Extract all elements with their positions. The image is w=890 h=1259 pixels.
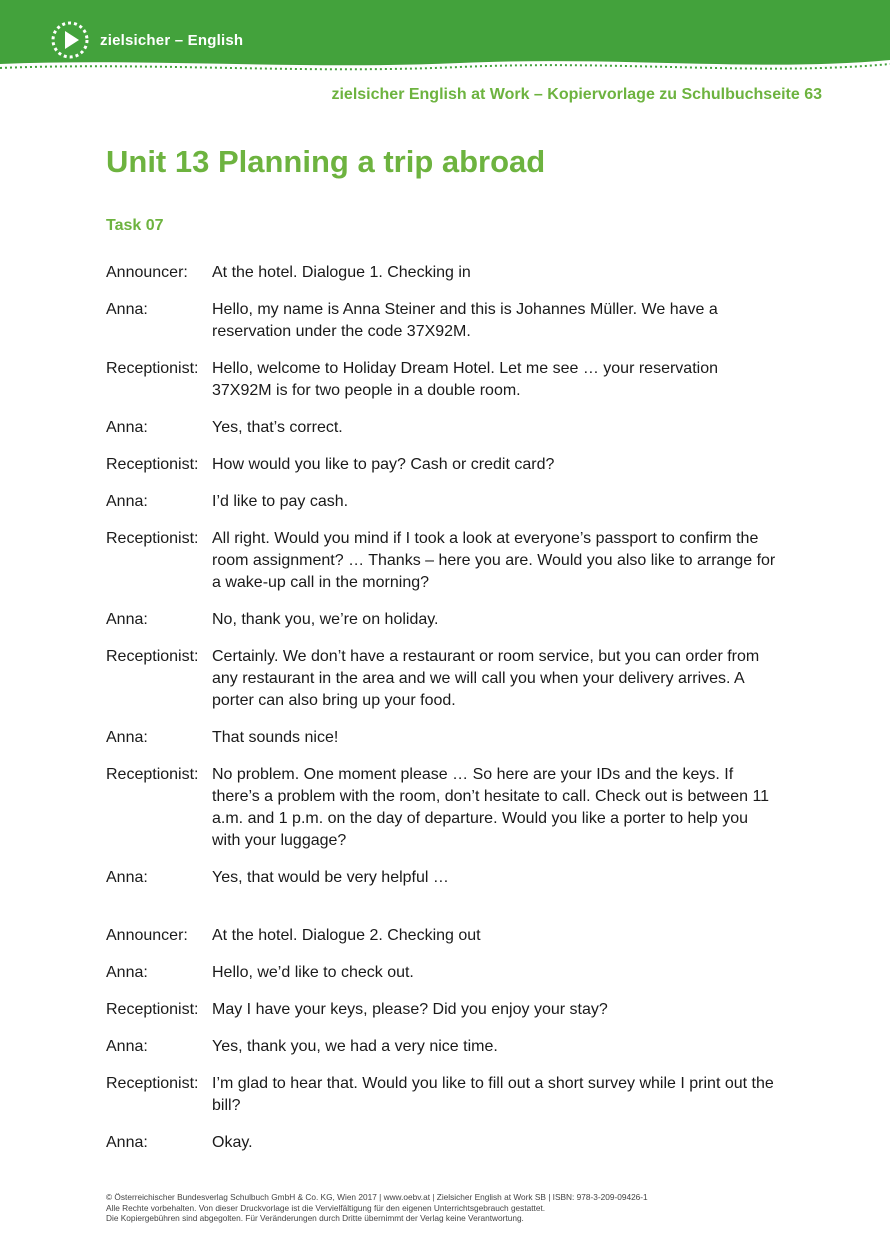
footer-line-2: Alle Rechte vorbehalten. Von dieser Druckvorlage ist die Vervielfältigung für den eigenen Unterrichtsgebrauch gestattet.: [106, 1202, 546, 1213]
speaker-label: Receptionist:: [106, 456, 199, 473]
dialogue-line: [106, 646, 796, 712]
speaker-label: Announcer:: [106, 264, 188, 281]
dialogue-line: [106, 1036, 796, 1058]
dialogue-line: [106, 609, 796, 631]
brand-name: zielsicher – English: [100, 31, 244, 49]
dialogue-text: Okay.: [212, 1134, 253, 1151]
speaker-label: Receptionist:: [106, 1075, 199, 1092]
unit-title: Unit 13 Planning a trip abroad: [106, 144, 546, 179]
speaker-label: Anna:: [106, 729, 148, 746]
speaker-label: Receptionist:: [106, 530, 199, 547]
dialogue-text: Yes, that would be very helpful …: [212, 869, 449, 886]
dialogue-line: [106, 358, 796, 402]
dialogue-line: [106, 925, 796, 947]
dialogue-text: Yes, thank you, we had a very nice time.: [212, 1038, 498, 1055]
speaker-label: Anna:: [106, 1134, 148, 1151]
speaker-label: Anna:: [106, 964, 148, 981]
dialogue-text: May I have your keys, please? Did you enjoy your stay?: [212, 1001, 608, 1018]
dialogue-text: At the hotel. Dialogue 2. Checking out: [212, 927, 481, 944]
dialogue-line: [106, 1073, 796, 1117]
dialogue-line: [106, 417, 796, 439]
footer-line-1: © Österreichischer Bundesverlag Schulbuch GmbH & Co. KG, Wien 2017 | www.oebv.at | Zielsicher English at Work SB | ISBN: 978-3-209-09426-1: [106, 1192, 648, 1202]
dialogue-line: [106, 262, 796, 284]
speaker-label: Receptionist:: [106, 1001, 199, 1018]
dialogue: [106, 262, 796, 1169]
speaker-label: Announcer:: [106, 927, 188, 944]
speaker-label: Receptionist:: [106, 766, 199, 783]
page-subtitle: zielsicher English at Work – Kopiervorlage zu Schulbuchseite 63: [331, 86, 822, 103]
dialogue-text: How would you like to pay? Cash or credit card?: [212, 456, 555, 473]
dialogue-text: Hello, welcome to Holiday Dream Hotel. Let me see … your reservation 37X92M is for two people in a double room.: [212, 360, 718, 399]
dialogue-text: That sounds nice!: [212, 729, 339, 746]
dialogue-text: No problem. One moment please … So here are your IDs and the keys. If there’s a problem with the room, don’t hesitate to call. Check out is between 11 a.m. and 1 p.m. on the day of departure. Would you like a porter to help you with your luggage?: [212, 766, 770, 849]
dialogue-text: All right. Would you mind if I took a look at everyone’s passport to confirm the room assignment? … Thanks – here you are. Would you also like to arrange for a wake-up call in the morning?: [212, 530, 776, 591]
dialogue-line: [106, 999, 796, 1021]
dialogue-text: Certainly. We don’t have a restaurant or room service, but you can order from any restaurant in the area and we will call you when your delivery arrives. A porter can also bring up your food.: [212, 648, 760, 709]
dialogue-line: [106, 764, 796, 852]
speaker-label: Anna:: [106, 493, 148, 510]
dialogue-text: Hello, my name is Anna Steiner and this is Johannes Müller. We have a reservation under the code 37X92M.: [212, 301, 718, 340]
dialogue-line: [106, 454, 796, 476]
dialogue-line: [106, 491, 796, 513]
dialogue-text: I’m glad to hear that. Would you like to fill out a short survey while I print out the bill?: [212, 1075, 774, 1114]
speaker-label: Anna:: [106, 419, 148, 436]
task-label: Task 07: [106, 217, 164, 234]
speaker-label: Anna:: [106, 1038, 148, 1055]
dialogue-text: I’d like to pay cash.: [212, 493, 349, 510]
speaker-label: Anna:: [106, 869, 148, 886]
dialogue-line: [106, 962, 796, 984]
dialogue-text: At the hotel. Dialogue 1. Checking in: [212, 264, 471, 281]
dialogue-text: Yes, that’s correct.: [212, 419, 343, 436]
play-icon: [50, 20, 90, 60]
brand-logo: [50, 20, 243, 60]
dialogue-line: [106, 727, 796, 749]
speaker-label: Anna:: [106, 301, 148, 318]
dialogue-line: [106, 299, 796, 343]
speaker-label: Receptionist:: [106, 360, 199, 377]
dialogue-line: [106, 867, 796, 889]
speaker-label: Anna:: [106, 611, 148, 628]
dialogue-text: Hello, we’d like to check out.: [212, 964, 414, 981]
dialogue-line: [106, 1132, 796, 1154]
dialogue-text: No, thank you, we’re on holiday.: [212, 611, 439, 628]
footer-line-3: Die Kopiergebühren sind abgegolten. Für Veränderungen durch Dritte übernimmt der Verlag keine Verantwortung.: [106, 1213, 524, 1223]
copyright-footer: [106, 1192, 806, 1224]
speaker-label: Receptionist:: [106, 648, 199, 665]
dialogue-line: [106, 528, 796, 594]
header-banner: [0, 0, 890, 80]
